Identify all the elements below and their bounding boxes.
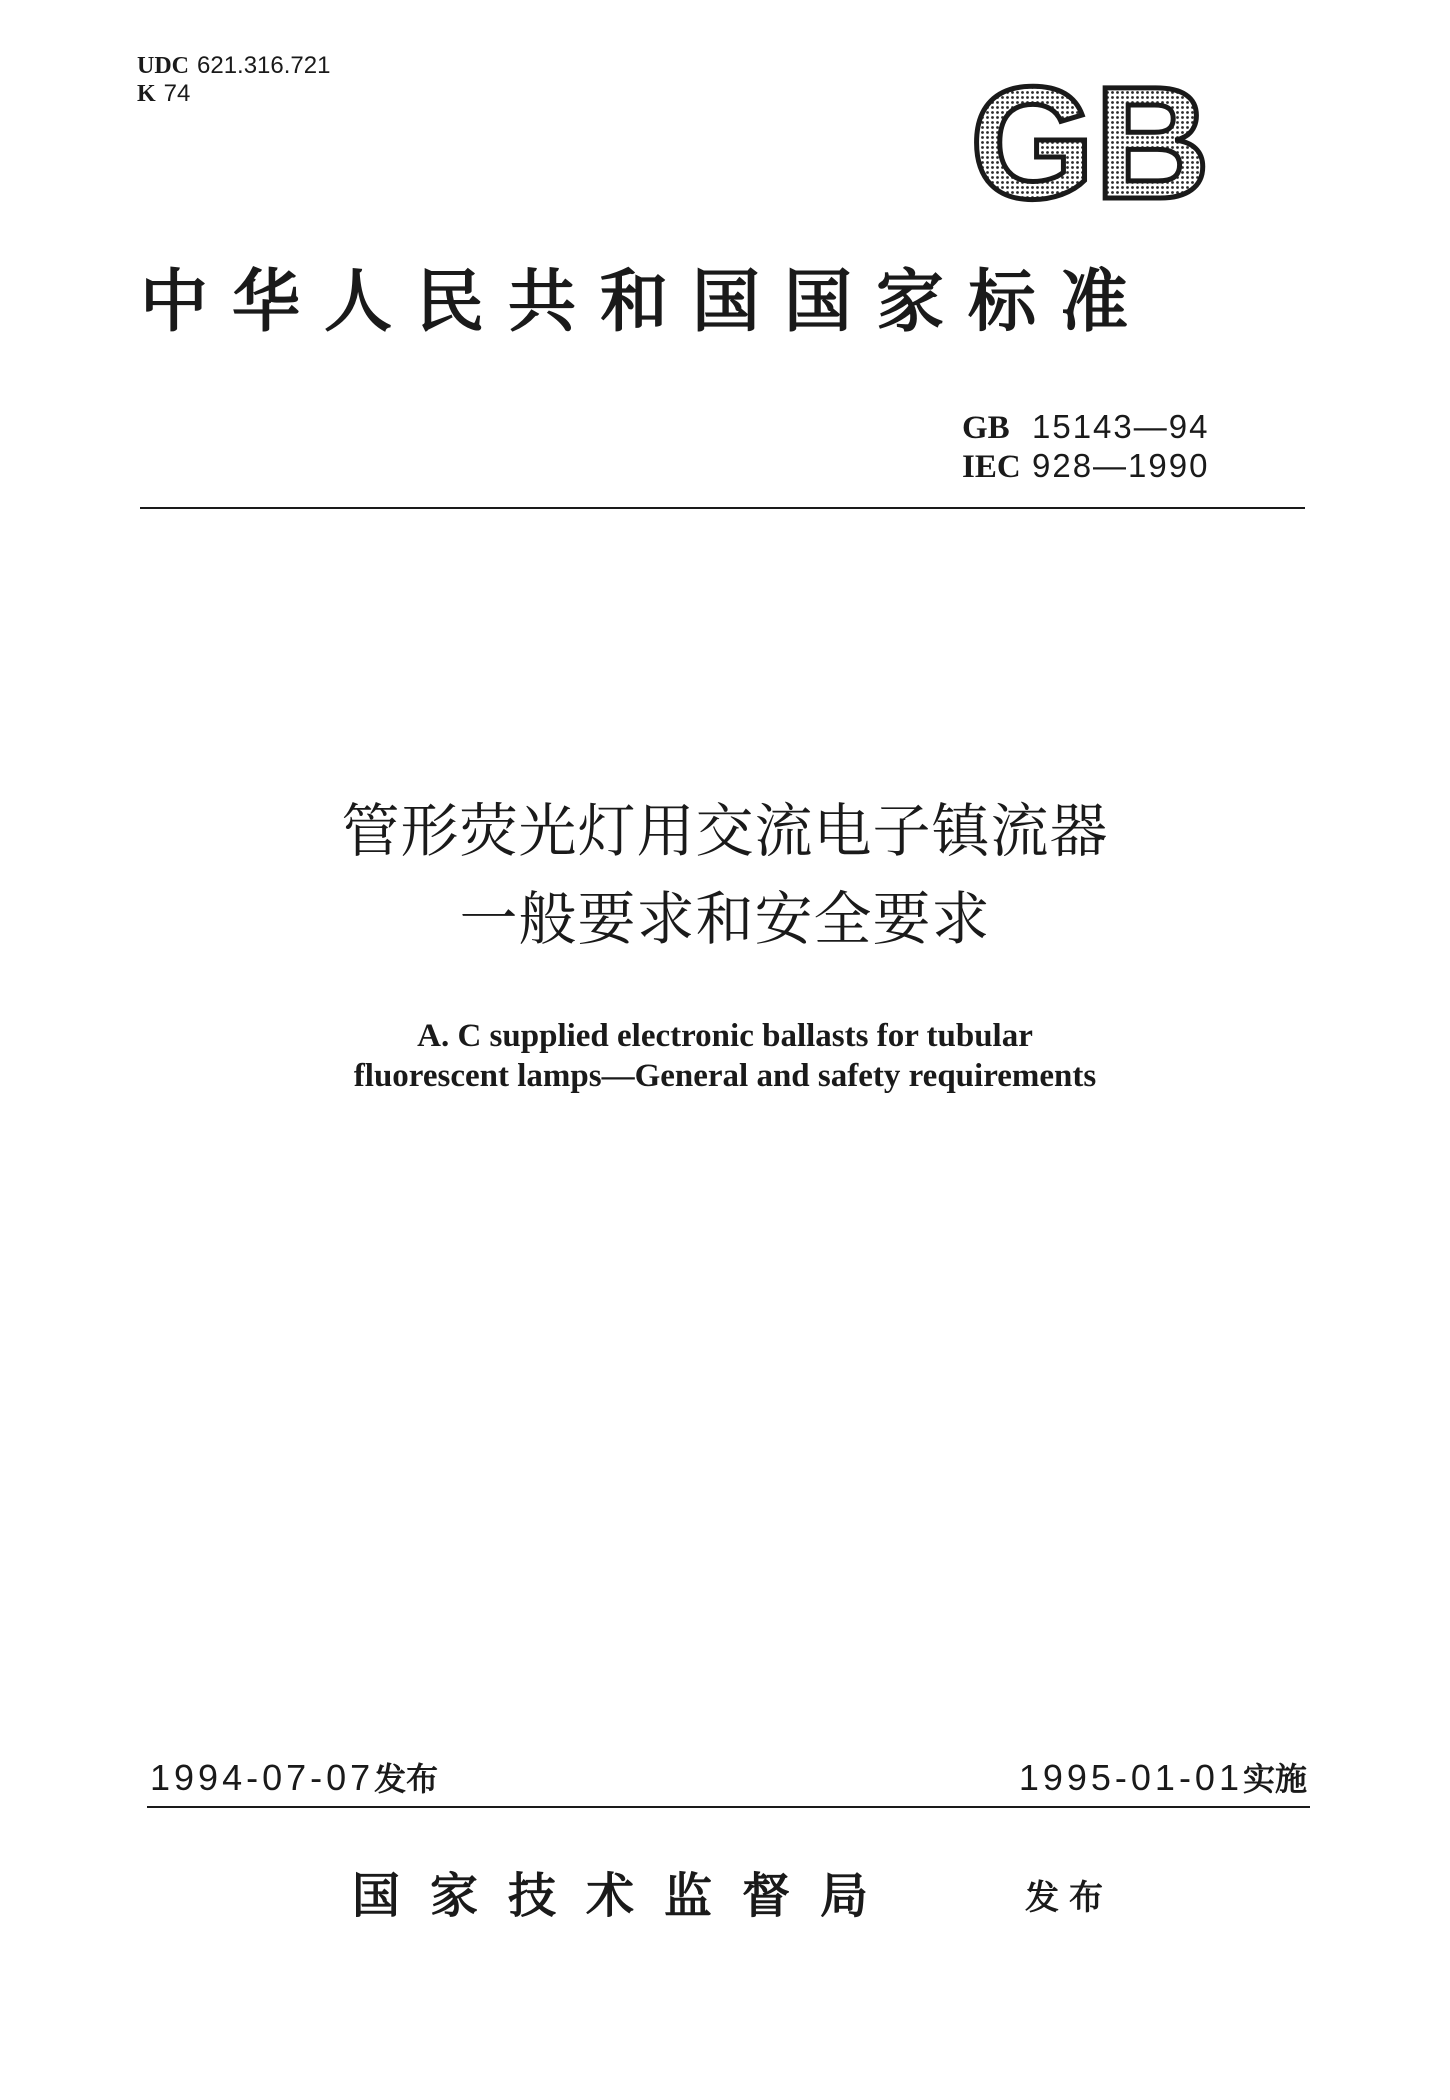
english-title-line-2: fluorescent lamps—General and safety requirements xyxy=(353,1058,1097,1094)
english-title-line-1: A. C supplied electronic ballasts for tubular xyxy=(417,1018,1033,1054)
iec-code-line xyxy=(962,447,1209,486)
gb-logo xyxy=(960,70,1220,210)
standard-codes xyxy=(962,408,1209,486)
gb-logo-text: GB xyxy=(970,70,1210,210)
udc-label: UDC xyxy=(137,53,189,79)
chinese-title-line-2: 一般要求和安全要求 xyxy=(459,885,991,953)
gb-code-line xyxy=(962,408,1209,447)
udc-value: 621.316.721 xyxy=(197,52,331,79)
k-label: K xyxy=(137,81,156,107)
release-date-value: 1994-07-07 xyxy=(150,1757,375,1798)
effective-date-label: 实施 xyxy=(1242,1760,1307,1798)
udc-line xyxy=(137,52,330,80)
k-value: 74 xyxy=(163,80,191,107)
iec-code-number: 928—1990 xyxy=(1032,447,1210,484)
classification-block xyxy=(137,52,330,108)
effective-date xyxy=(1019,1756,1307,1801)
issuer-name: 国家技术监督局 xyxy=(352,1868,899,1924)
gb-code-number: 15143—94 xyxy=(1032,408,1210,445)
k-line xyxy=(137,80,330,108)
issuer-suffix: 发布 xyxy=(1025,1878,1113,1918)
gb-code-label: GB xyxy=(962,410,1010,446)
effective-date-value: 1995-01-01 xyxy=(1018,1757,1243,1798)
release-date-label: 发布 xyxy=(374,1760,439,1798)
national-standard-title: 中华人民共和国国家标准 xyxy=(140,262,1153,342)
footer-divider xyxy=(147,1806,1310,1808)
chinese-title-line-1: 管形荧光灯用交流电子镇流器 xyxy=(341,797,1109,865)
iec-code-label: IEC xyxy=(962,449,1021,485)
header-divider xyxy=(140,507,1305,509)
release-date xyxy=(150,1756,438,1801)
